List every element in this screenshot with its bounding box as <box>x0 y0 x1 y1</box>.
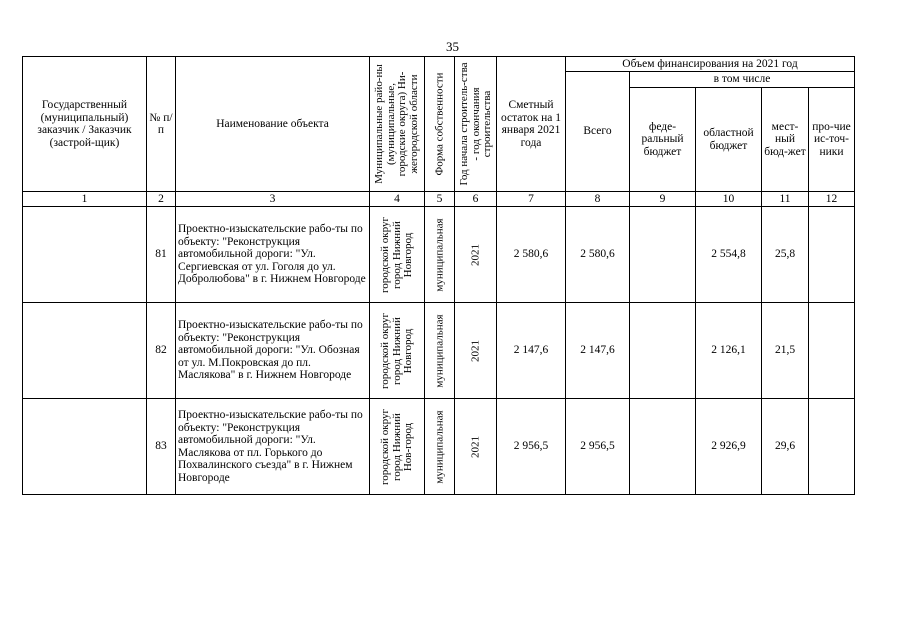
customer-cell <box>23 399 147 495</box>
years-text: 2021 <box>468 435 481 458</box>
ownership-text: муниципальная <box>432 217 445 292</box>
header-district-text: Муниципальные райо-ны (муниципальные, городские округа) Ни-жегородской области <box>373 64 420 184</box>
header-ownership <box>425 57 455 192</box>
total-cell: 2 580,6 <box>566 207 630 303</box>
row-number: 81 <box>147 207 176 303</box>
estimate-cell: 2 147,6 <box>497 303 566 399</box>
investment-table <box>22 56 855 495</box>
local-cell: 25,8 <box>762 207 809 303</box>
column-number: 9 <box>630 192 696 207</box>
years-cell <box>455 399 497 495</box>
years-text: 2021 <box>468 243 481 266</box>
district-text: городской округ город Нижний Новгород <box>378 216 414 293</box>
district-text: городской округ город Нижний Нов-город <box>378 408 414 485</box>
column-number: 2 <box>147 192 176 207</box>
ownership-text: муниципальная <box>432 409 445 484</box>
header-including: в том числе <box>630 72 855 88</box>
other-cell <box>809 303 855 399</box>
federal-cell <box>630 207 696 303</box>
column-number: 8 <box>566 192 630 207</box>
district-cell <box>370 399 425 495</box>
header-object-name: Наименование объекта <box>176 57 370 192</box>
local-cell: 21,5 <box>762 303 809 399</box>
regional-cell: 2 926,9 <box>696 399 762 495</box>
header-years <box>455 57 497 192</box>
row-number: 83 <box>147 399 176 495</box>
header-local: мест-ный бюд-жет <box>762 88 809 192</box>
regional-cell: 2 126,1 <box>696 303 762 399</box>
ownership-cell <box>425 303 455 399</box>
total-cell: 2 956,5 <box>566 399 630 495</box>
object-name: Проектно-изыскательские рабо-ты по объекту: "Реконструкция автомобильной дороги: "Ул. Маслякова от пл. Горького до Похвалинского съезда" в г. Нижнем Новгороде <box>176 399 370 495</box>
header-federal: феде-ральный бюджет <box>630 88 696 192</box>
column-number: 12 <box>809 192 855 207</box>
column-number: 5 <box>425 192 455 207</box>
header-total: Всего <box>566 72 630 192</box>
district-cell <box>370 303 425 399</box>
years-text: 2021 <box>468 339 481 362</box>
regional-cell: 2 554,8 <box>696 207 762 303</box>
table-row <box>23 399 855 495</box>
customer-cell <box>23 303 147 399</box>
column-number: 6 <box>455 192 497 207</box>
estimate-cell: 2 580,6 <box>497 207 566 303</box>
federal-cell <box>630 399 696 495</box>
header-estimate: Сметный остаток на 1 января 2021 года <box>497 57 566 192</box>
local-cell: 29,6 <box>762 399 809 495</box>
table-row <box>23 207 855 303</box>
header-number: № п/п <box>147 57 176 192</box>
header-other: про-чие ис-точ-ники <box>809 88 855 192</box>
column-number: 4 <box>370 192 425 207</box>
column-number: 3 <box>176 192 370 207</box>
years-cell <box>455 303 497 399</box>
district-cell <box>370 207 425 303</box>
header-district <box>370 57 425 192</box>
object-name: Проектно-изыскательские рабо-ты по объекту: "Реконструкция автомобильной дороги: "Ул. Обозная от ул. М.Покровская до пл. Маслякова" в г. Нижнем Новгороде <box>176 303 370 399</box>
federal-cell <box>630 303 696 399</box>
column-number: 7 <box>497 192 566 207</box>
header-customer: Государственный (муниципальный) заказчик / Заказчик (застрой-щик) <box>23 57 147 192</box>
other-cell <box>809 399 855 495</box>
table-row <box>23 303 855 399</box>
page-number: 35 <box>446 39 459 54</box>
ownership-cell <box>425 399 455 495</box>
header-years-text: Год начала строитель-ства - год окончания строительства <box>457 62 493 186</box>
column-number: 11 <box>762 192 809 207</box>
header-financing-group: Объем финансирования на 2021 год <box>566 57 855 72</box>
column-numbers-row <box>23 192 855 207</box>
total-cell: 2 147,6 <box>566 303 630 399</box>
object-name: Проектно-изыскательские рабо-ты по объекту: "Реконструкция автомобильной дороги: "Ул. Сергиевская от ул. Гоголя до ул. Добролюбова" в г. Нижнем Новгороде <box>176 207 370 303</box>
ownership-text: муниципальная <box>432 313 445 388</box>
ownership-cell <box>425 207 455 303</box>
header-regional: областной бюджет <box>696 88 762 192</box>
column-number: 10 <box>696 192 762 207</box>
header-ownership-text: Форма собственности <box>432 72 445 176</box>
district-text: городской округ город Нижний Новгород <box>378 312 414 389</box>
estimate-cell: 2 956,5 <box>497 399 566 495</box>
years-cell <box>455 207 497 303</box>
column-number: 1 <box>23 192 147 207</box>
customer-cell <box>23 207 147 303</box>
row-number: 82 <box>147 303 176 399</box>
other-cell <box>809 207 855 303</box>
